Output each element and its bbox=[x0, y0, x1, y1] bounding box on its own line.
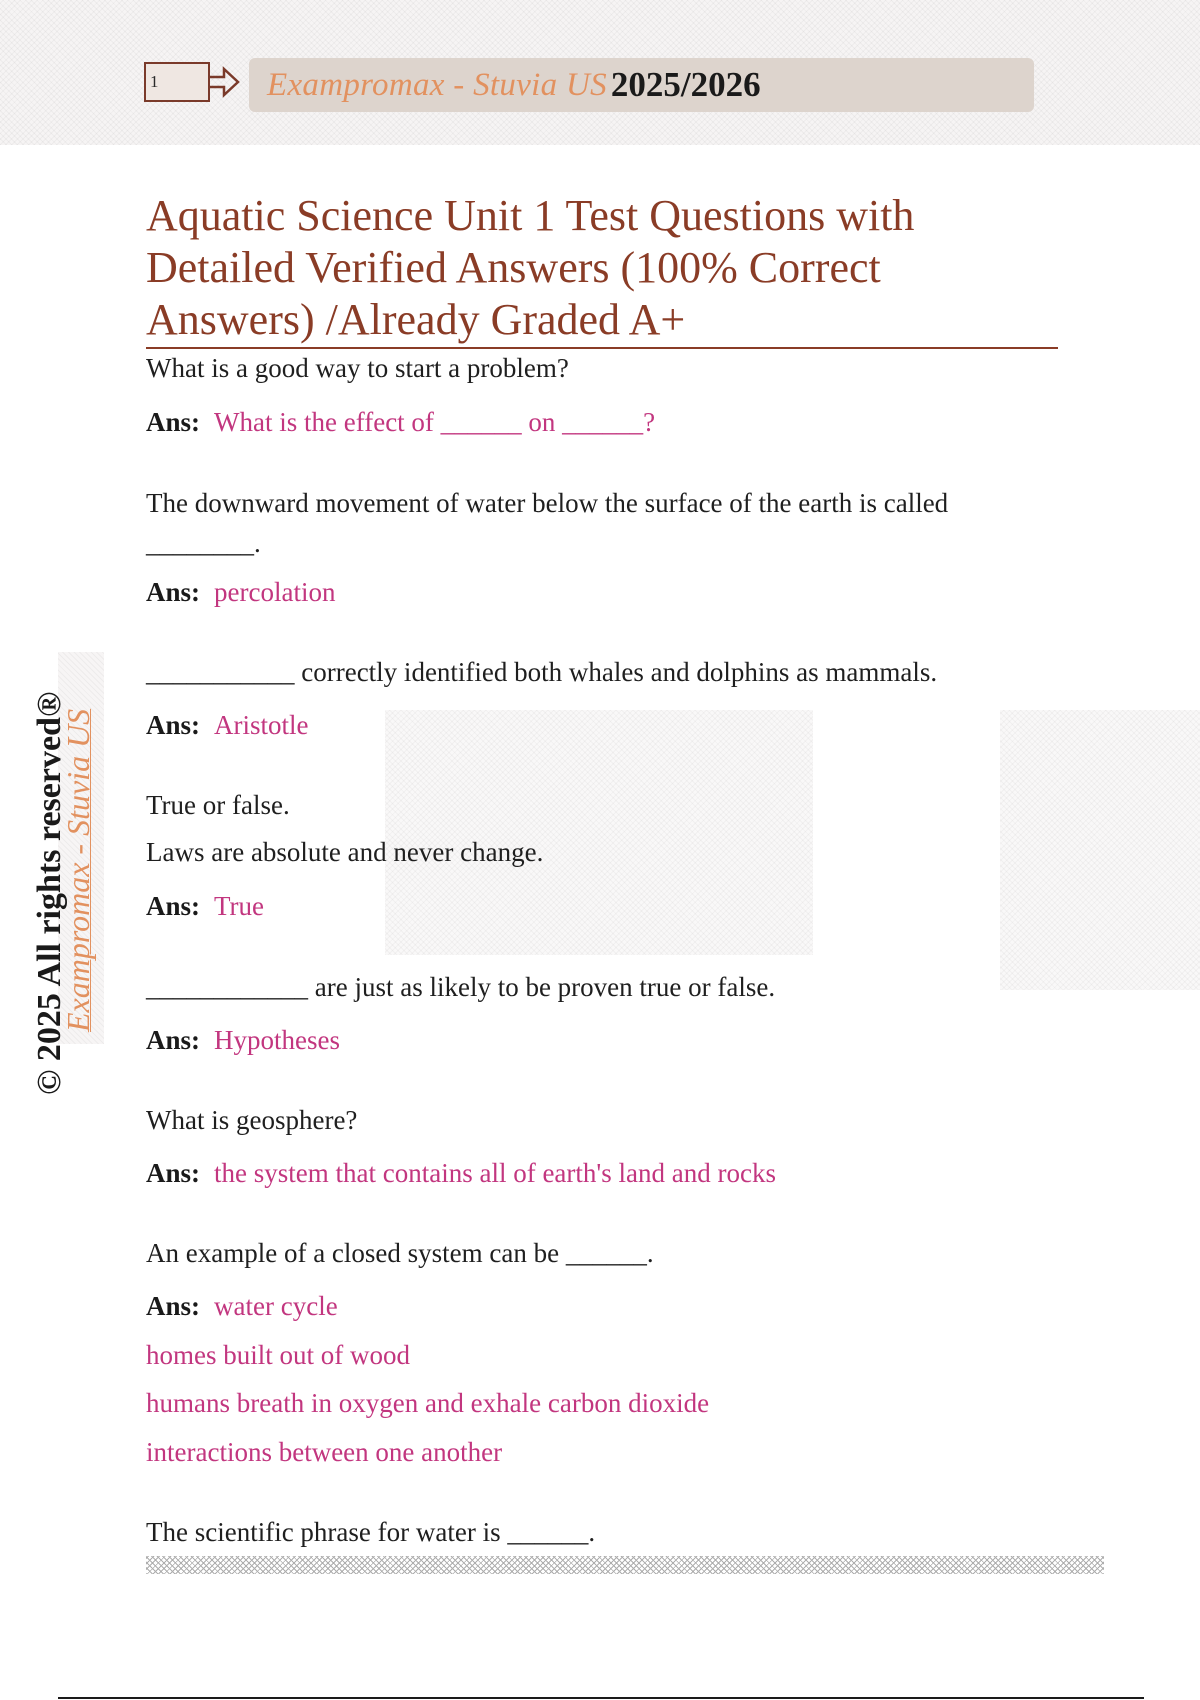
header-brand: Exampromax - Stuvia US bbox=[267, 66, 607, 103]
answer-4: True bbox=[214, 891, 265, 921]
answer-label: Ans: bbox=[146, 1291, 201, 1321]
answer-label: Ans: bbox=[146, 891, 201, 921]
question-1: What is a good way to start a problem? bbox=[146, 353, 569, 383]
header-year: 2025/2026 bbox=[610, 65, 761, 104]
answer-row-2 bbox=[146, 577, 335, 608]
answer-row-6 bbox=[146, 1158, 776, 1189]
question-4-statement: Laws are absolute and never change. bbox=[146, 837, 544, 867]
page-number: 1 bbox=[150, 72, 159, 91]
blurred-content-strip bbox=[146, 1556, 1104, 1574]
question-7: An example of a closed system can be ______. bbox=[146, 1238, 654, 1268]
header-banner bbox=[249, 58, 1034, 112]
watermark-panel-right bbox=[1000, 710, 1200, 990]
answer-row-3 bbox=[146, 710, 309, 741]
question-6: What is geosphere? bbox=[146, 1105, 358, 1135]
question-5: ____________ are just as likely to be proven true or false. bbox=[146, 972, 776, 1002]
footer-rule bbox=[58, 1697, 1144, 1699]
arrow-right-icon bbox=[210, 66, 240, 98]
side-copyright: © 2025 All rights reserved® bbox=[31, 691, 68, 1095]
question-2-blank: ________. bbox=[146, 528, 261, 558]
answer-6: the system that contains all of earth's land and rocks bbox=[214, 1158, 776, 1188]
answer-label: Ans: bbox=[146, 1025, 201, 1055]
side-brand: Exampromax - Stuvia US bbox=[60, 708, 96, 1032]
title-divider bbox=[146, 347, 1058, 349]
answer-row-1 bbox=[146, 407, 655, 438]
answer-label: Ans: bbox=[146, 1158, 201, 1188]
answer-7-line: homes built out of wood bbox=[146, 1340, 410, 1370]
question-4: True or false. bbox=[146, 790, 290, 820]
answer-label: Ans: bbox=[146, 710, 201, 740]
answer-row-4 bbox=[146, 891, 264, 922]
question-2: The downward movement of water below the surface of the earth is called bbox=[146, 488, 949, 518]
answer-row-5 bbox=[146, 1025, 340, 1056]
answer-2: percolation bbox=[214, 577, 336, 607]
answer-label: Ans: bbox=[146, 577, 201, 607]
answer-7: water cycle bbox=[214, 1291, 338, 1321]
question-8: The scientific phrase for water is ______. bbox=[146, 1517, 596, 1547]
answer-row-7 bbox=[146, 1291, 338, 1322]
answer-5: Hypotheses bbox=[214, 1025, 340, 1055]
answer-7-line: interactions between one another bbox=[146, 1437, 503, 1467]
question-3: ___________ correctly identified both whales and dolphins as mammals. bbox=[146, 657, 938, 687]
watermark-panel-center bbox=[385, 710, 813, 955]
page-title: Aquatic Science Unit 1 Test Questions with Detailed Verified Answers (100% Correct Answers) /Already Graded A+ bbox=[146, 191, 915, 344]
answer-7-line: humans breath in oxygen and exhale carbon dioxide bbox=[146, 1388, 710, 1418]
answer-3: Aristotle bbox=[214, 710, 309, 740]
answer-1: What is the effect of ______ on ______? bbox=[214, 407, 656, 437]
answer-label: Ans: bbox=[146, 407, 201, 437]
page-number-box bbox=[144, 62, 210, 102]
